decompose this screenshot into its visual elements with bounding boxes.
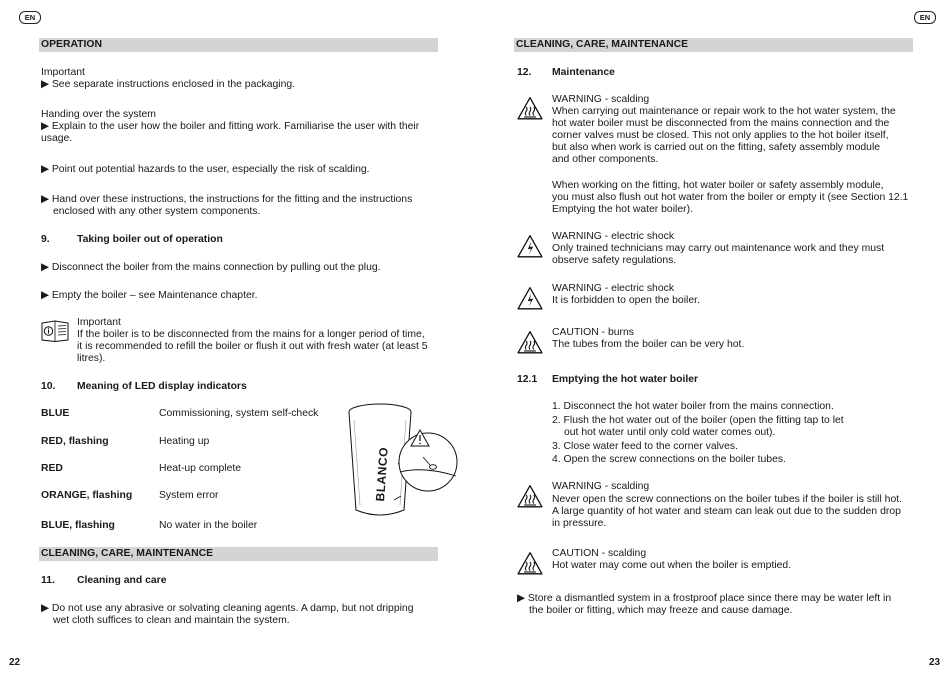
section-12-1-title: Emptying the hot water boiler xyxy=(552,374,699,385)
warning-scalding-line: Never open the screw connections on the boiler tubes if the boiler is still hot. xyxy=(552,494,903,505)
caution-burns-title: CAUTION - burns xyxy=(552,327,634,338)
section-12-number: 12. xyxy=(517,67,532,78)
store-bullet-line1: ▶ Store a dismantled system in a frostproof place since there may be water left in xyxy=(517,593,892,604)
operation-section-header: OPERATION xyxy=(39,38,438,52)
cleaning-care-maintenance-header-left: CLEANING, CARE, MAINTENANCE xyxy=(39,547,438,561)
boiler-illustration xyxy=(334,400,464,530)
warning-electric-shock-title: WARNING - electric shock xyxy=(552,283,675,294)
warning-scalding-line: in pressure. xyxy=(552,518,607,529)
empty-bullet: ▶ Empty the boiler – see Maintenance chapter. xyxy=(41,290,258,301)
warning-electric-shock-line: Only trained technicians may carry out maintenance work and they must xyxy=(552,243,885,254)
important-label: Important xyxy=(41,67,85,78)
electric-shock-warning-icon xyxy=(517,286,543,310)
important-note-label: Important xyxy=(77,317,121,328)
burns-caution-icon xyxy=(517,330,543,354)
handing-over-label: Handing over the system xyxy=(41,109,156,120)
cleaning-bullet-line2: wet cloth suffices to clean and maintain the system. xyxy=(53,615,290,626)
disconnect-bullet: ▶ Disconnect the boiler from the mains connection by pulling out the plug. xyxy=(41,262,381,273)
led-meaning: System error xyxy=(159,490,219,501)
important-note-line3: litres). xyxy=(77,353,106,364)
scalding-caution-icon xyxy=(517,551,543,575)
section-12-title: Maintenance xyxy=(552,67,615,78)
emptying-step: 1. Disconnect the hot water boiler from the mains connection. xyxy=(552,401,834,412)
section-10-title: Meaning of LED display indicators xyxy=(77,381,247,392)
led-color: RED xyxy=(41,463,63,474)
led-color: BLUE, flashing xyxy=(41,520,115,531)
warning-scalding-line: and other components. xyxy=(552,154,659,165)
section-9-number: 9. xyxy=(41,234,50,245)
led-color: RED, flashing xyxy=(41,436,109,447)
led-color: BLUE xyxy=(41,408,70,419)
led-meaning: Commissioning, system self-check xyxy=(159,408,319,419)
warning-scalding-extra-line: When working on the fitting, hot water boiler or safety assembly module, xyxy=(552,180,884,191)
warning-scalding-line: hot water boiler must be disconnected from the mains connection and the xyxy=(552,118,890,129)
warning-electric-shock-title: WARNING - electric shock xyxy=(552,231,675,242)
warning-scalding-line: A large quantity of hot water and steam can leak out due to the sudden drop xyxy=(552,506,901,517)
caution-scalding-title: CAUTION - scalding xyxy=(552,548,647,559)
warning-scalding-title: WARNING - scalding xyxy=(552,94,650,105)
emptying-step: 4. Open the screw connections on the boiler tubes. xyxy=(552,454,786,465)
warning-electric-shock-line: observe safety regulations. xyxy=(552,255,677,266)
warning-scalding-extra-line: you must also flush out hot water from the boiler or empty it (see Section 12.1 xyxy=(552,192,909,203)
emptying-step: 2. Flush the hot water out of the boiler (open the fitting tap to let xyxy=(552,415,844,426)
section-9-title: Taking boiler out of operation xyxy=(77,234,223,245)
caution-scalding-line: Hot water may come out when the boiler is emptied. xyxy=(552,560,792,571)
section-12-1-number: 12.1 xyxy=(517,374,538,385)
warning-scalding-line: When carrying out maintenance or repair work to the hot water system, the xyxy=(552,106,896,117)
page-number-left: 22 xyxy=(9,657,21,668)
caution-burns-line: The tubes from the boiler can be very hot. xyxy=(552,339,745,350)
store-bullet-line2: the boiler or fitting, which may freeze and cause damage. xyxy=(529,605,793,616)
electric-shock-warning-icon xyxy=(517,234,543,258)
cleaning-bullet-line1: ▶ Do not use any abrasive or solvating cleaning agents. A damp, but not dripping xyxy=(41,603,414,614)
scalding-warning-icon xyxy=(517,484,543,508)
brand-logo-text: BLANCO xyxy=(373,446,391,502)
led-meaning: Heating up xyxy=(159,436,210,447)
warning-scalding-title: WARNING - scalding xyxy=(552,481,650,492)
language-badge-right: EN xyxy=(914,11,936,24)
section-11-number: 11. xyxy=(41,575,55,586)
led-color: ORANGE, flashing xyxy=(41,490,133,501)
section-11-title: Cleaning and care xyxy=(77,575,167,586)
handover-bullet-line1: ▶ Hand over these instructions, the instructions for the fitting and the instructions xyxy=(41,194,413,205)
warning-scalding-extra-line: Emptying the hot water boiler). xyxy=(552,204,693,215)
handover-bullet-line2: enclosed with any other system components. xyxy=(53,206,261,217)
page-number-right: 23 xyxy=(929,657,941,668)
cleaning-care-maintenance-header-right: CLEANING, CARE, MAINTENANCE xyxy=(514,38,913,52)
warning-scalding-line: but also when work is carried out on the fitting, safety assembly module xyxy=(552,142,881,153)
section-10-number: 10. xyxy=(41,381,56,392)
language-badge-left: EN xyxy=(19,11,41,24)
instructions-bullet: ▶ See separate instructions enclosed in the packaging. xyxy=(41,79,296,90)
explain-bullet-line2: usage. xyxy=(41,133,73,144)
manual-info-icon xyxy=(40,319,70,343)
scalding-warning-icon xyxy=(517,96,543,120)
emptying-step-continuation: out hot water until only cold water comes out). xyxy=(564,427,776,438)
warning-scalding-line: corner valves must be closed. This not only applies to the hot boiler itself, xyxy=(552,130,889,141)
important-note-line1: If the boiler is to be disconnected from the mains for a longer period of time, xyxy=(77,329,425,340)
warning-electric-shock-line: It is forbidden to open the boiler. xyxy=(552,295,700,306)
important-note-line2: it is recommended to refill the boiler or flush it out with fresh water (at least 5 xyxy=(77,341,428,352)
led-meaning: Heat-up complete xyxy=(159,463,242,474)
explain-bullet-line1: ▶ Explain to the user how the boiler and fitting work. Familiarise the user with their xyxy=(41,121,420,132)
hazards-bullet: ▶ Point out potential hazards to the user, especially the risk of scalding. xyxy=(41,164,370,175)
emptying-step: 3. Close water feed to the corner valves. xyxy=(552,441,738,452)
led-meaning: No water in the boiler xyxy=(159,520,258,531)
